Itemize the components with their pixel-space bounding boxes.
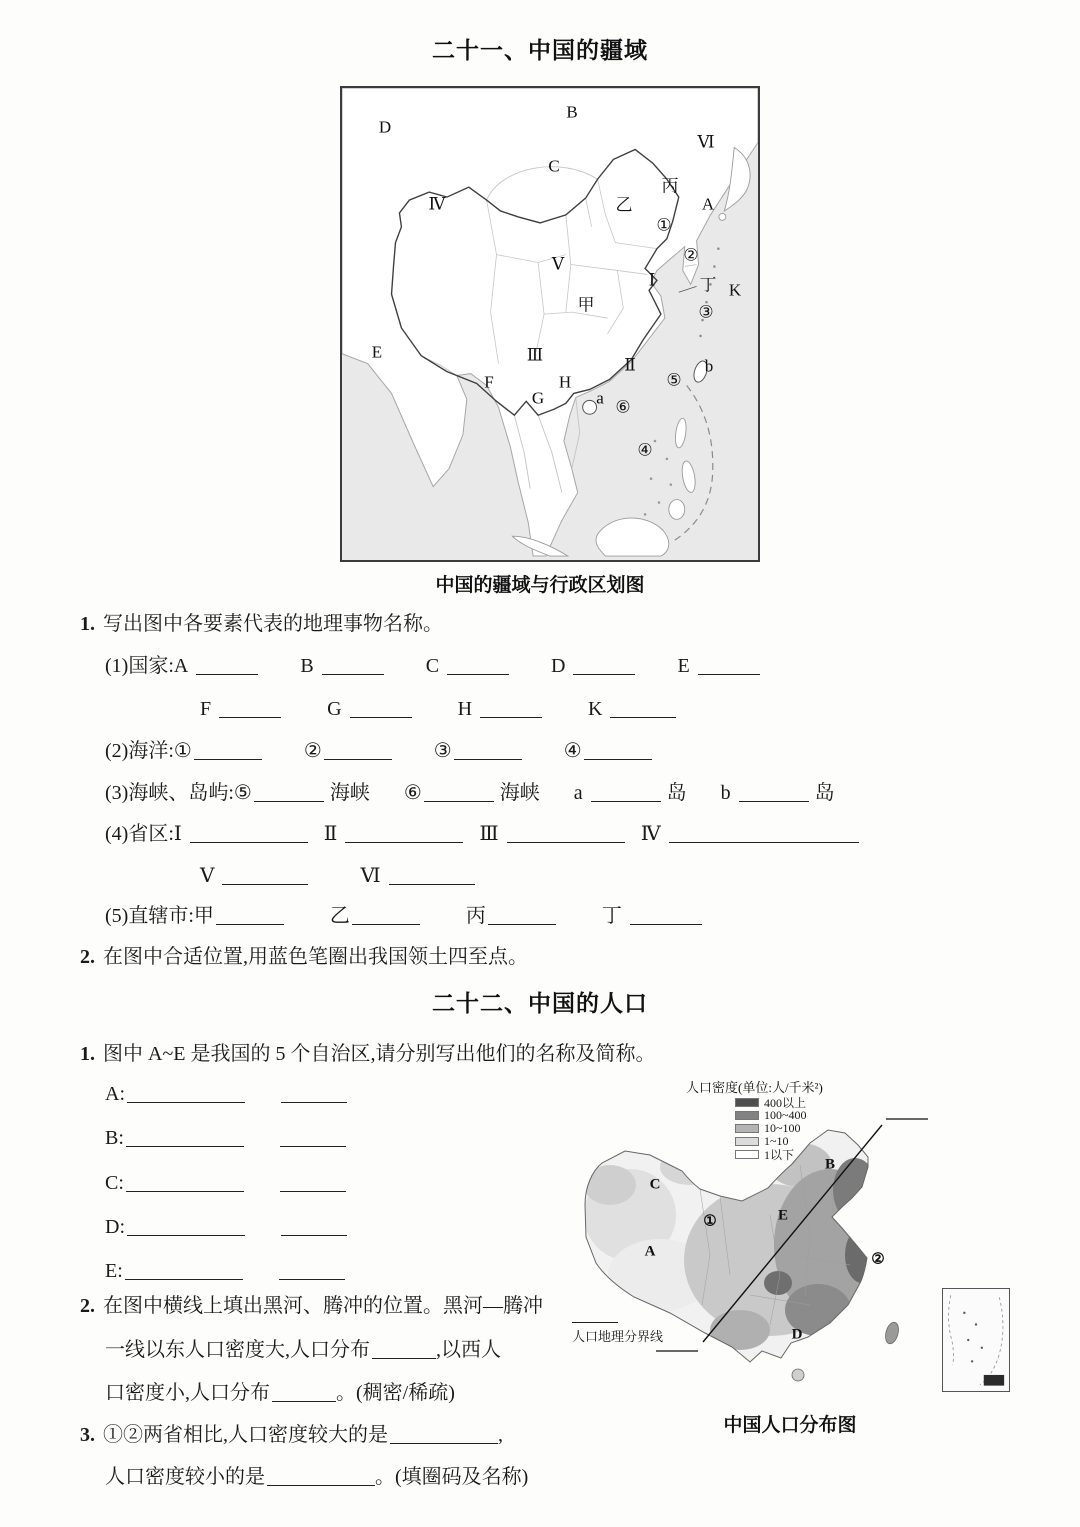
item-key: K — [588, 698, 603, 720]
question-number: 1. — [80, 613, 95, 635]
map1-label: Ⅳ — [428, 194, 446, 214]
question-text: 人口密度较小的是 — [105, 1466, 265, 1488]
item-key: a — [573, 782, 583, 804]
row-label: D: — [105, 1216, 125, 1238]
answer-line-countries-2 — [200, 695, 676, 723]
blank — [125, 1262, 243, 1280]
legend-title: 人口密度(单位:人/千米²) — [686, 1080, 823, 1095]
map2-label: ② — [871, 1251, 885, 1268]
blank — [322, 657, 384, 675]
inset-svg — [943, 1289, 1009, 1391]
map1-label: ⑤ — [666, 370, 682, 390]
blank — [280, 1174, 346, 1192]
line-label: (1)国家: — [105, 655, 174, 677]
legend-swatch — [735, 1111, 759, 1120]
blank — [352, 907, 420, 925]
question-number: 1. — [80, 1043, 95, 1065]
density-legend — [735, 1096, 807, 1161]
legend-swatch — [735, 1150, 759, 1159]
blank — [254, 784, 324, 802]
line-label: (4)省区: — [105, 823, 174, 845]
map1-label: G — [531, 388, 545, 408]
line-label: (3)海峡、岛屿: — [105, 782, 234, 804]
map2-label: ① — [703, 1213, 717, 1230]
map1-label: F — [484, 372, 494, 392]
legend-swatch — [735, 1124, 759, 1133]
item-key: A — [173, 655, 189, 677]
legend-swatch — [735, 1098, 759, 1107]
map1-label: D — [378, 117, 392, 137]
blank — [272, 1384, 336, 1402]
map1-label: H — [558, 372, 572, 392]
blank — [267, 1468, 375, 1486]
blank — [126, 1129, 244, 1147]
map1-label: B — [566, 102, 578, 122]
question-text: ,以西人 — [436, 1339, 501, 1361]
question-text: 在图中合适位置,用蓝色笔圈出我国领土四至点。 — [103, 946, 528, 968]
blank — [669, 825, 859, 843]
item-key: G — [327, 698, 342, 720]
answer-line-provinces — [105, 820, 859, 848]
boundary-line-sample — [572, 1319, 618, 1323]
legend-swatch — [735, 1137, 759, 1146]
question-text: 在图中横线上填出黑河、腾冲的位置。黑河—腾冲 — [103, 1295, 543, 1317]
hainan-island — [583, 400, 597, 414]
blank — [610, 700, 676, 718]
item-key: Ⅳ — [640, 823, 661, 845]
question-text: , — [498, 1424, 503, 1446]
item-key: Ⅲ — [479, 823, 499, 845]
blank — [424, 784, 494, 802]
answer-line-straits — [105, 779, 835, 807]
region-row — [105, 1124, 346, 1152]
map1-label: Ⅰ — [648, 270, 656, 290]
blank — [324, 742, 392, 760]
question-text: 图中 A~E 是我国的 5 个自治区,请分别写出他们的名称及简称。 — [103, 1043, 656, 1065]
taiwan-island — [883, 1321, 900, 1345]
item-key: H — [457, 698, 473, 720]
map1-label: C — [548, 156, 560, 176]
map2-label: D — [791, 1326, 803, 1343]
map1-label: Ⅵ — [697, 132, 715, 152]
blank — [698, 657, 760, 675]
blank — [127, 1085, 245, 1103]
blank — [350, 700, 412, 718]
s2-question-2-cont — [105, 1379, 455, 1407]
answer-line-oceans — [105, 737, 652, 765]
legend-label: 400以上 — [764, 1096, 807, 1110]
blank — [196, 657, 258, 675]
map1-label: Ⅱ — [624, 355, 636, 375]
question-text: 写出图中各要素代表的地理事物名称。 — [103, 613, 443, 635]
map1-label: K — [728, 280, 742, 300]
row-label: E: — [105, 1260, 123, 1282]
blank — [488, 907, 556, 925]
item-key: ② — [303, 740, 322, 762]
china-territory-map — [340, 86, 760, 562]
legend-label: 100~400 — [764, 1108, 807, 1122]
map1-label: E — [371, 342, 383, 362]
item-key: 丁 — [601, 905, 622, 927]
map2-label: E — [777, 1207, 789, 1224]
blank — [280, 1129, 346, 1147]
item-key: ③ — [433, 740, 452, 762]
item-key: ① — [173, 740, 192, 762]
question-2 — [80, 943, 528, 971]
hainan-island — [792, 1369, 804, 1381]
map1-label: ② — [683, 245, 699, 265]
s2-question-3 — [80, 1421, 503, 1449]
china-population-map — [570, 1075, 1010, 1408]
map1-label: ⑥ — [615, 397, 631, 417]
item-key: 乙 — [329, 905, 350, 927]
item-key: E — [677, 655, 690, 677]
blank — [390, 1426, 498, 1444]
map1-label: Ⅴ — [551, 254, 565, 274]
item-key: 丙 — [465, 905, 486, 927]
answer-line-municipalities — [105, 902, 702, 930]
map1-label: Ⅲ — [526, 345, 544, 365]
map1-label: b — [704, 356, 714, 376]
map1-label: ④ — [637, 440, 653, 460]
question-text: 。(稠密/稀疏) — [336, 1382, 455, 1404]
blank — [447, 657, 509, 675]
blank — [279, 1262, 345, 1280]
item-key: Ⅵ — [360, 865, 381, 887]
item-unit: 岛 — [666, 782, 687, 804]
blank — [454, 742, 522, 760]
blank — [126, 1174, 244, 1192]
blank — [739, 784, 809, 802]
legend-label: 1~10 — [764, 1134, 789, 1148]
map1-label: 乙 — [615, 195, 633, 215]
question-text: 口密度小,人口分布 — [105, 1382, 270, 1404]
blank — [281, 1085, 347, 1103]
answer-line-provinces-2 — [200, 862, 475, 890]
item-key: Ⅱ — [323, 823, 338, 845]
map1-label: 甲 — [577, 295, 595, 315]
question-number: 2. — [80, 946, 95, 968]
blank — [194, 742, 262, 760]
s2-question-2-cont — [105, 1336, 501, 1364]
boundary-key-label: 人口地理分界线 — [572, 1329, 664, 1344]
region-row — [105, 1169, 346, 1197]
s2-question-2 — [80, 1292, 543, 1320]
map1-label: 丁 — [699, 275, 717, 295]
blank — [127, 1218, 245, 1236]
map1-caption: 中国的疆域与行政区划图 — [435, 575, 645, 596]
row-label: B: — [105, 1127, 124, 1149]
map2-label: C — [649, 1176, 661, 1193]
inset-label-chip — [984, 1375, 1004, 1386]
map2-label: A — [644, 1243, 656, 1260]
blank — [630, 907, 702, 925]
section1-title: 二十一、中国的疆域 — [432, 37, 648, 63]
row-label: A: — [105, 1083, 125, 1105]
row-label: C: — [105, 1172, 124, 1194]
blank — [591, 784, 661, 802]
item-unit: 海峡 — [499, 782, 540, 804]
question-text: 一线以东人口密度大,人口分布 — [105, 1339, 370, 1361]
blank — [222, 867, 308, 885]
question-1 — [80, 610, 443, 638]
item-unit: 岛 — [814, 782, 835, 804]
line-label: (5)直辖市: — [105, 905, 194, 927]
map2-caption: 中国人口分布图 — [723, 1415, 857, 1436]
region-row — [105, 1257, 345, 1285]
item-unit: 海峡 — [329, 782, 370, 804]
item-key: B — [300, 655, 314, 677]
blank — [219, 700, 281, 718]
boundary-key — [572, 1319, 663, 1345]
south-china-sea-inset — [942, 1288, 1010, 1392]
item-key: ⑥ — [403, 782, 422, 804]
item-key: F — [200, 698, 212, 720]
item-key: Ⅰ — [173, 823, 182, 845]
item-key: 甲 — [193, 905, 214, 927]
item-key: b — [720, 782, 731, 804]
answer-line-countries — [105, 652, 760, 680]
blank — [584, 742, 652, 760]
blank — [389, 867, 475, 885]
blank — [372, 1341, 436, 1359]
question-number: 3. — [80, 1424, 95, 1446]
legend-label: 1以下 — [764, 1148, 795, 1162]
s2-question-1 — [80, 1040, 655, 1068]
map1-label: a — [596, 388, 604, 408]
blank — [190, 825, 308, 843]
item-key: ⑤ — [233, 782, 252, 804]
s2-question-3-cont — [105, 1463, 528, 1491]
question-number: 2. — [80, 1295, 95, 1317]
map2-label: B — [824, 1156, 836, 1173]
region-row — [105, 1213, 347, 1241]
question-text: 。(填圈码及名称) — [375, 1466, 529, 1488]
map1-label: ① — [656, 215, 672, 235]
blank — [216, 907, 284, 925]
legend-label: 10~100 — [764, 1121, 801, 1135]
question-text: ①②两省相比,人口密度较大的是 — [103, 1424, 388, 1446]
blank — [345, 825, 463, 843]
map1-label: A — [701, 194, 715, 214]
map1-label: 丙 — [661, 176, 679, 196]
section2-title: 二十二、中国的人口 — [432, 990, 648, 1016]
blank — [281, 1218, 347, 1236]
item-key: D — [551, 655, 566, 677]
legend-row — [735, 1148, 807, 1161]
blank — [507, 825, 625, 843]
blank — [573, 657, 635, 675]
blank — [480, 700, 542, 718]
item-key: ④ — [563, 740, 582, 762]
map1-label: ③ — [698, 302, 714, 322]
item-key: C — [425, 655, 440, 677]
item-key: Ⅴ — [200, 865, 215, 887]
region-row — [105, 1080, 347, 1108]
line-label: (2)海洋: — [105, 740, 174, 762]
